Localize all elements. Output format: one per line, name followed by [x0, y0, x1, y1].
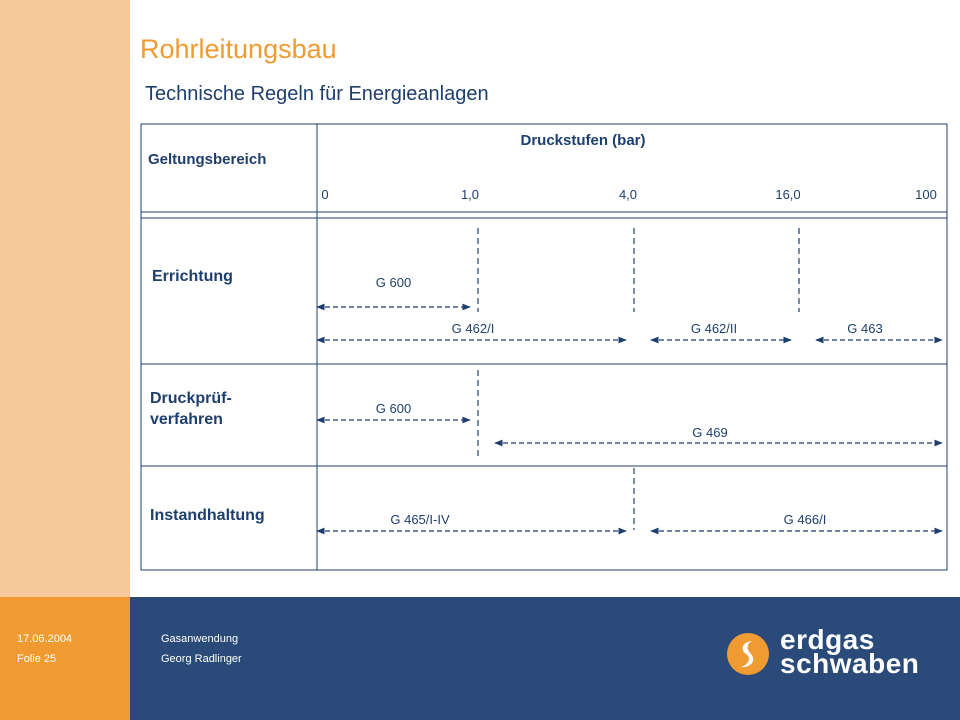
regulation-span-label: G 462/I	[451, 321, 495, 336]
pressure-header: Druckstufen (bar)	[520, 132, 646, 149]
regulation-span-label: G 463	[847, 321, 883, 336]
regulation-span-label: G 600	[375, 401, 412, 416]
footer-slide-number: Folie 25	[17, 653, 57, 665]
regulation-span-label: G 465/I-IV	[390, 512, 450, 527]
scale-tick-label: 0	[321, 187, 329, 202]
row-label: verfahren	[150, 411, 223, 428]
footer-date: 17.06.2004	[17, 633, 73, 645]
scale-tick-label: 1,0	[460, 187, 480, 202]
erdgas-flame-logo-icon	[726, 632, 770, 676]
table-frame	[141, 124, 947, 570]
regulation-span-label: G 600	[375, 275, 412, 290]
footer-topic: Gasanwendung	[161, 633, 239, 645]
row-label: Errichtung	[152, 268, 233, 285]
row-label: Druckprüf-	[150, 390, 232, 407]
scale-tick-label: 4,0	[618, 187, 638, 202]
footer-left-panel	[0, 597, 130, 720]
page-subtitle: Technische Regeln für Energieanlagen	[145, 83, 489, 105]
regulation-span-label: G 469	[692, 425, 728, 440]
page-title: Rohrleitungsbau	[140, 34, 337, 64]
erdgas-schwaben-logo: erdgas schwaben	[780, 624, 920, 679]
regulation-span-label: G 466/I	[783, 512, 827, 527]
scale-tick-label: 16,0	[775, 187, 801, 202]
regulation-span-label: G 462/II	[690, 321, 738, 336]
scope-header: Geltungsbereich	[148, 151, 267, 168]
scale-tick-label: 100	[915, 187, 937, 202]
footer-author: Georg Radlinger	[161, 653, 242, 665]
row-label: Instandhaltung	[150, 507, 265, 524]
